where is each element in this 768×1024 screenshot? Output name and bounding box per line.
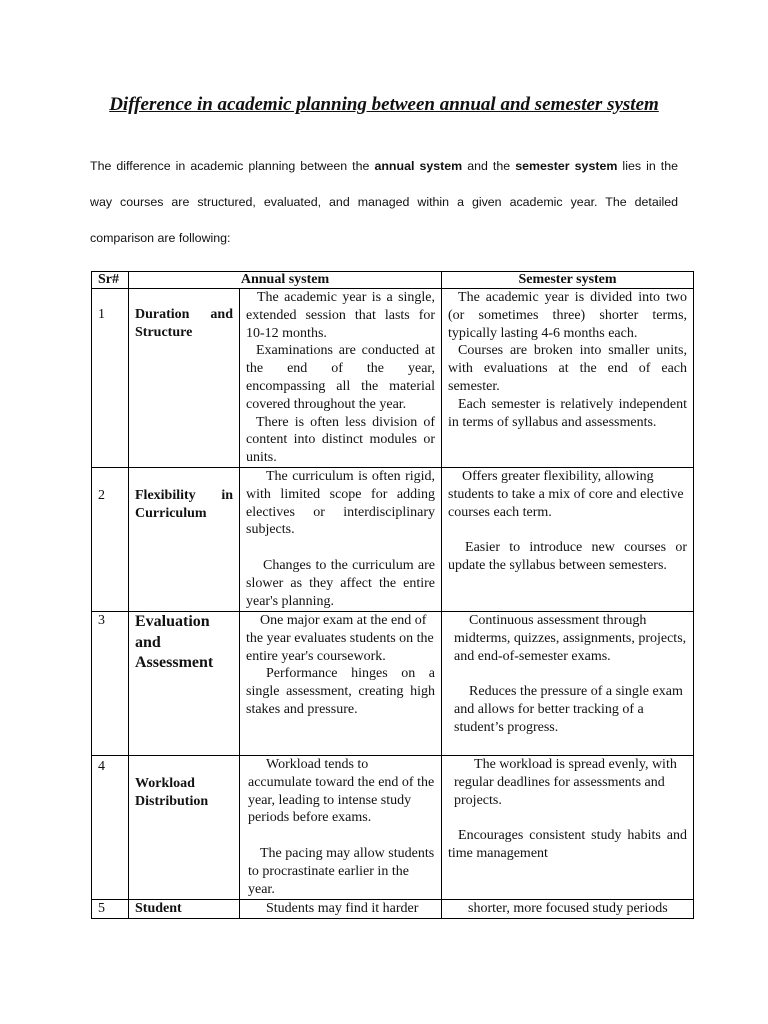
annual-point: The curriculum is often rigid, with limited scope for adding electives or interdisciplinary subjects. [246, 469, 436, 538]
row-number: 5 [92, 900, 129, 919]
table-header-row [92, 272, 694, 289]
row-annual-cell [240, 756, 442, 900]
document-title: Difference in academic planning between annual and semester system [109, 94, 659, 115]
header-annual: Annual system [129, 272, 442, 289]
row-number: 4 [92, 756, 129, 900]
intro-bold-annual: annual system [374, 159, 463, 173]
annual-point: Performance hinges on a single assessment, creating high stakes and pressure. [246, 666, 436, 717]
semester-point: Courses are broken into smaller units, with evaluations at the end of each semester. [448, 343, 688, 394]
semester-point: Continuous assessment through midterms, quizzes, assignments, projects, and end-of-semester exams. [454, 613, 687, 664]
intro-text-3: lies in the way courses are structured, evaluated, and managed within a given academic year. The detailed comparison are following: [90, 159, 678, 245]
row-annual-cell [240, 468, 442, 612]
row-criterion: Evaluation and Assessment [129, 612, 240, 756]
intro-bold-semester: semester system [515, 159, 618, 173]
annual-point: The academic year is a single, extended session that lasts for 10-12 months. [246, 290, 436, 341]
row-annual-cell [240, 289, 442, 468]
row-semester-cell [442, 900, 694, 919]
semester-point: Easier to introduce new courses or update the syllabus between semesters. [448, 540, 688, 573]
annual-point: There is often less division of content into distinct modules or units. [246, 414, 436, 466]
row-criterion: Student [129, 900, 240, 919]
table-row [92, 900, 694, 919]
semester-point: shorter, more focused study periods [468, 901, 668, 916]
row-number: 3 [92, 612, 129, 756]
row-criterion: Duration and Structure [129, 289, 240, 468]
row-criterion: Flexibility in Curriculum [129, 468, 240, 612]
semester-point: Encourages consistent study habits and time management [448, 828, 688, 861]
row-semester-cell [442, 612, 694, 756]
table-row [92, 756, 694, 900]
annual-point: Changes to the curriculum are slower as they affect the entire year's planning. [246, 557, 436, 609]
row-number: 2 [92, 468, 129, 612]
row-semester-cell [442, 756, 694, 900]
annual-point: Examinations are conducted at the end of the year, encompassing all the material covered throughout the year. [246, 343, 436, 412]
intro-text-1: The difference in academic planning between the [90, 159, 375, 173]
table-row [92, 468, 694, 612]
header-semester: Semester system [442, 272, 694, 289]
annual-point: One major exam at the end of the year evaluates students on the entire year's coursework. [246, 613, 434, 664]
semester-point: Offers greater flexibility, allowing students to take a mix of core and elective courses each term. [448, 469, 684, 520]
table-row [92, 612, 694, 756]
annual-point: The pacing may allow students to procrastinate earlier in the year. [248, 845, 435, 897]
row-annual-cell [240, 900, 442, 919]
row-semester-cell [442, 468, 694, 612]
intro-text-2: and the [462, 159, 516, 173]
annual-point: Workload tends to accumulate toward the end of the year, leading to intense study periods before exams. [248, 757, 435, 826]
table-row [92, 289, 694, 468]
comparison-table [91, 271, 694, 919]
header-sr: Sr# [92, 272, 129, 289]
row-semester-cell [442, 289, 694, 468]
row-criterion: Workload Distribution [129, 756, 240, 900]
semester-point: Reduces the pressure of a single exam and allows for better tracking of a student’s progress. [454, 684, 683, 735]
row-number: 1 [92, 289, 129, 468]
annual-point: Students may find it harder [266, 901, 419, 916]
semester-point: The workload is spread evenly, with regular deadlines for assessments and projects. [454, 757, 677, 808]
semester-point: The academic year is divided into two (or sometimes three) shorter terms, typically lasting 4-6 months each. [448, 290, 688, 341]
row-annual-cell [240, 612, 442, 756]
intro-paragraph [90, 148, 678, 256]
semester-point: Each semester is relatively independent in terms of syllabus and assessments. [448, 396, 688, 430]
